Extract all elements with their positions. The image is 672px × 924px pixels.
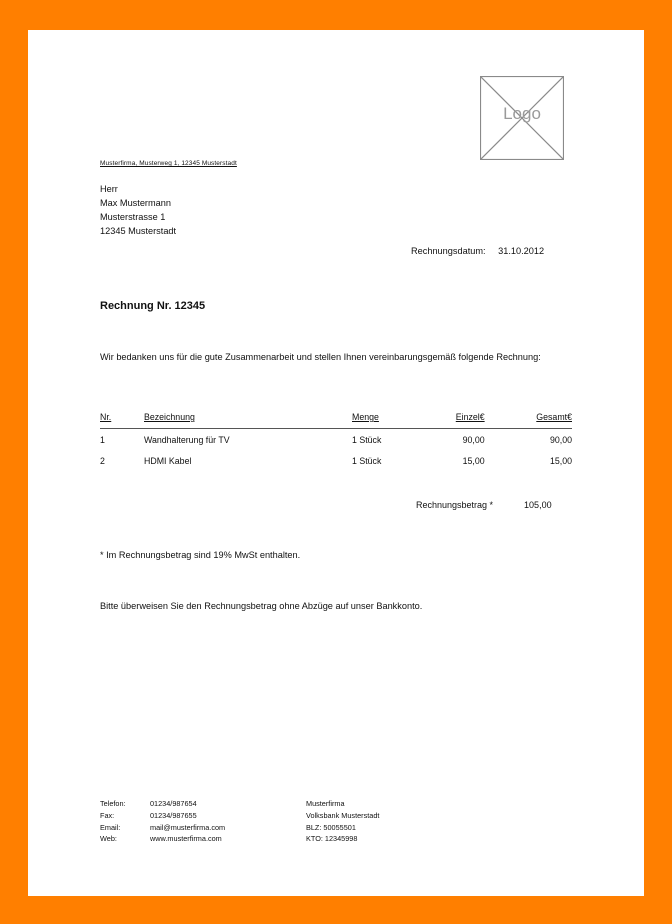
row-description: Wandhalterung für TV [144,435,230,445]
header-total-price: Gesamt€ [485,412,572,429]
invoice-total-label: Rechnungsbetrag * [416,500,494,510]
invoice-date-label: Rechnungsdatum: [411,246,486,256]
footer-bank [306,798,379,845]
header-nr: Nr. [100,412,144,429]
recipient-address [100,182,176,238]
row-description: HDMI Kabel [144,456,192,466]
invoice-total-value: 105,00 [524,500,552,510]
sender-return-address: Musterfirma, Musterweg 1, 12345 Musterstadt [100,160,237,167]
vat-note: * Im Rechnungsbetrag sind 19% MwSt enthalten. [100,550,301,560]
footer-blz: BLZ: 50055501 [306,822,356,832]
header-description: Bezeichnung [144,412,352,429]
footer-company: Musterfirma [306,799,345,808]
invoice-date [411,246,544,256]
row-nr: 1 [100,435,105,445]
recipient-street: Musterstrasse 1 [100,212,166,222]
logo-text: Logo [503,104,541,123]
footer-web-value: www.musterfirma.com [150,834,222,844]
footer-contact [100,798,225,845]
footer-fax-label: Fax: [100,810,115,820]
footer-email-label: Email: [100,822,121,832]
footer-email [100,822,225,834]
items-table [100,412,572,471]
footer-phone-value: 01234/987654 [150,799,197,808]
row-quantity: 1 Stück [352,456,382,466]
invoice-page [28,30,644,896]
footer-web-label: Web: [100,834,117,844]
footer-email-value: mail@musterfirma.com [150,822,226,832]
intro-text: Wir bedanken uns für die gute Zusammenarbeit und stellen Ihnen vereinbarungsgemäß folgende Rechnung: [100,352,541,362]
table-header-row [100,412,572,429]
footer-fax [100,810,225,822]
invoice-total [416,500,552,510]
header-unit-price: Einzel€ [414,412,485,429]
footer-phone [100,798,225,810]
recipient-name: Max Mustermann [100,198,171,208]
footer-phone-label: Telefon: [100,799,126,808]
payment-instruction: Bitte überweisen Sie den Rechnungsbetrag ohne Abzüge auf unser Bankkonto. [100,601,423,611]
table-row [100,450,572,471]
footer-fax-value: 01234/987655 [150,810,197,820]
row-quantity: 1 Stück [352,435,382,445]
footer-bank-name: Volksbank Musterstadt [306,810,380,820]
row-nr: 2 [100,456,105,466]
recipient-salutation: Herr [100,184,118,194]
invoice-date-value: 31.10.2012 [498,246,545,256]
row-unit-price: 15,00 [462,456,485,466]
footer-web [100,833,225,845]
header-quantity: Menge [352,412,414,429]
row-total-price: 90,00 [549,435,572,445]
logo-placeholder [480,76,564,160]
recipient-city: 12345 Musterstadt [100,226,177,236]
row-unit-price: 90,00 [462,435,485,445]
footer-account: KTO: 12345998 [306,834,358,844]
table-row [100,429,572,451]
invoice-title: Rechnung Nr. 12345 [100,300,206,312]
row-total-price: 15,00 [549,456,572,466]
